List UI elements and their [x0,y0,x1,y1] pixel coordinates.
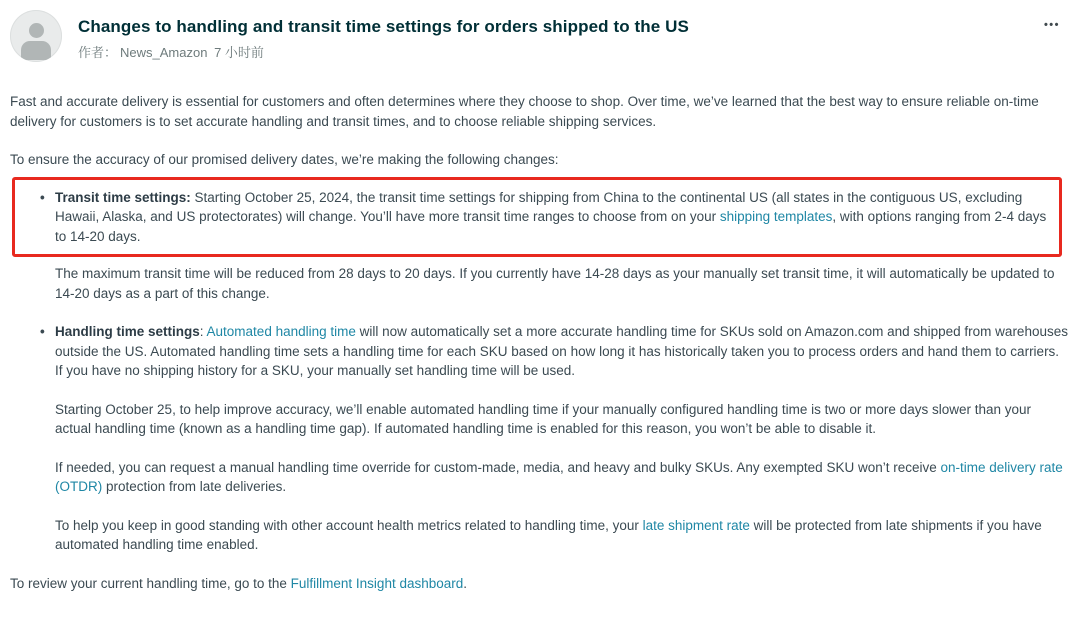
author-name: News_Amazon [120,45,208,60]
inline-link[interactable]: Fulfillment Insight dashboard [290,575,464,591]
text-run: The maximum transit time will be reduced from 28 days to 20 days. If you currently have 14-28 days as your manually set transit time, it will automatically be updated to 14-20 days as a part of this change. [55,266,1055,301]
text-run: will be protected from late shipments if you have automated handling time enabled. [55,517,1042,552]
max-transit-paragraph [55,264,1070,303]
text-run: To help you keep in good standing with other account health metrics related to handling time, your [55,517,643,533]
text-run: : [199,324,207,339]
bullet-marker: • [40,189,45,205]
text-run: To review your current handling time, go to the [10,575,291,591]
review-paragraph [10,574,1070,594]
text-run: will now automatically set a more accurate handling time for SKUs sold on Amazon.com and shipped from warehouses outside the US. Automated handling time sets a handling time for each SKU based on how long it has historically taken you to process orders and hand them to carriers. If you have no shipping history for a SKU, your manually set handling time will be used. [55,324,1068,378]
changes-lead-paragraph [10,150,1070,170]
byline [78,45,1070,61]
highlight-annotation-box [12,177,1062,258]
text-run: protection from late deliveries. [102,479,287,494]
text-run: If needed, you can request a manual handling time override for custom-made, media, and heavy and bulky SKUs. Any exempted SKU won’t receive [55,459,941,475]
inline-link[interactable]: Automated handling time [206,324,356,339]
transit-time-bullet-text [55,188,1051,247]
intro-paragraph [10,92,1070,131]
inline-link[interactable]: on-time delivery rate (OTDR) [55,459,1063,494]
post-body [0,92,1080,593]
text-run: Starting October 25, to help improve accuracy, we’ll enable automated handling time if your manually configured handling time is two or more days slower than your actual handling time (known as a handling time gap). If automated handling time is enabled for this reason, you won’t be able to disable it. [55,401,1032,436]
inline-link[interactable]: late shipment rate [642,517,750,533]
text-run: . [463,575,468,591]
avatar [10,10,62,62]
page-title: Changes to handling and transit time settings for orders shipped to the US [78,17,689,36]
transit-time-bullet [40,188,1051,247]
handling-time-bullet-text [55,322,1070,381]
override-paragraph [55,458,1070,497]
handling-time-bullet [40,322,1070,381]
bold-text-run: Handling time settings [55,324,200,339]
inline-link[interactable]: shipping templates [719,209,833,224]
text-run: , with options ranging from 2-4 days to 14-20 days. [55,209,1047,244]
avatar-person-icon [29,23,44,38]
post-time: 7 小时前 [214,45,264,60]
text-run: Fast and accurate delivery is essential for customers and often determines where they choose to shop. Over time, we’ve learned that the best way to ensure reliable on-time delivery for customers is to set accurate handling and transit times, and to choose reliable shipping services. [10,94,1039,129]
avatar-person-icon-shoulders [21,41,51,60]
post-header [0,0,1080,62]
account-health-paragraph [55,516,1070,555]
text-run: Starting October 25, 2024, the transit time settings for shipping from China to the continental US (all states in the contiguous US, excluding Hawaii, Alaska, and US protectorates) will change. You’ll have more transit time ranges to choose from on your [55,189,1023,224]
overflow-menu-icon[interactable]: ••• [1043,19,1060,31]
header-text [78,10,1070,61]
bold-text-run: Transit time settings: [55,189,191,205]
author-label: 作者： [78,45,118,60]
text-run: To ensure the accuracy of our promised delivery dates, we’re making the following changes: [10,152,559,167]
accuracy-paragraph [55,400,1070,439]
bullet-marker: • [40,324,45,339]
